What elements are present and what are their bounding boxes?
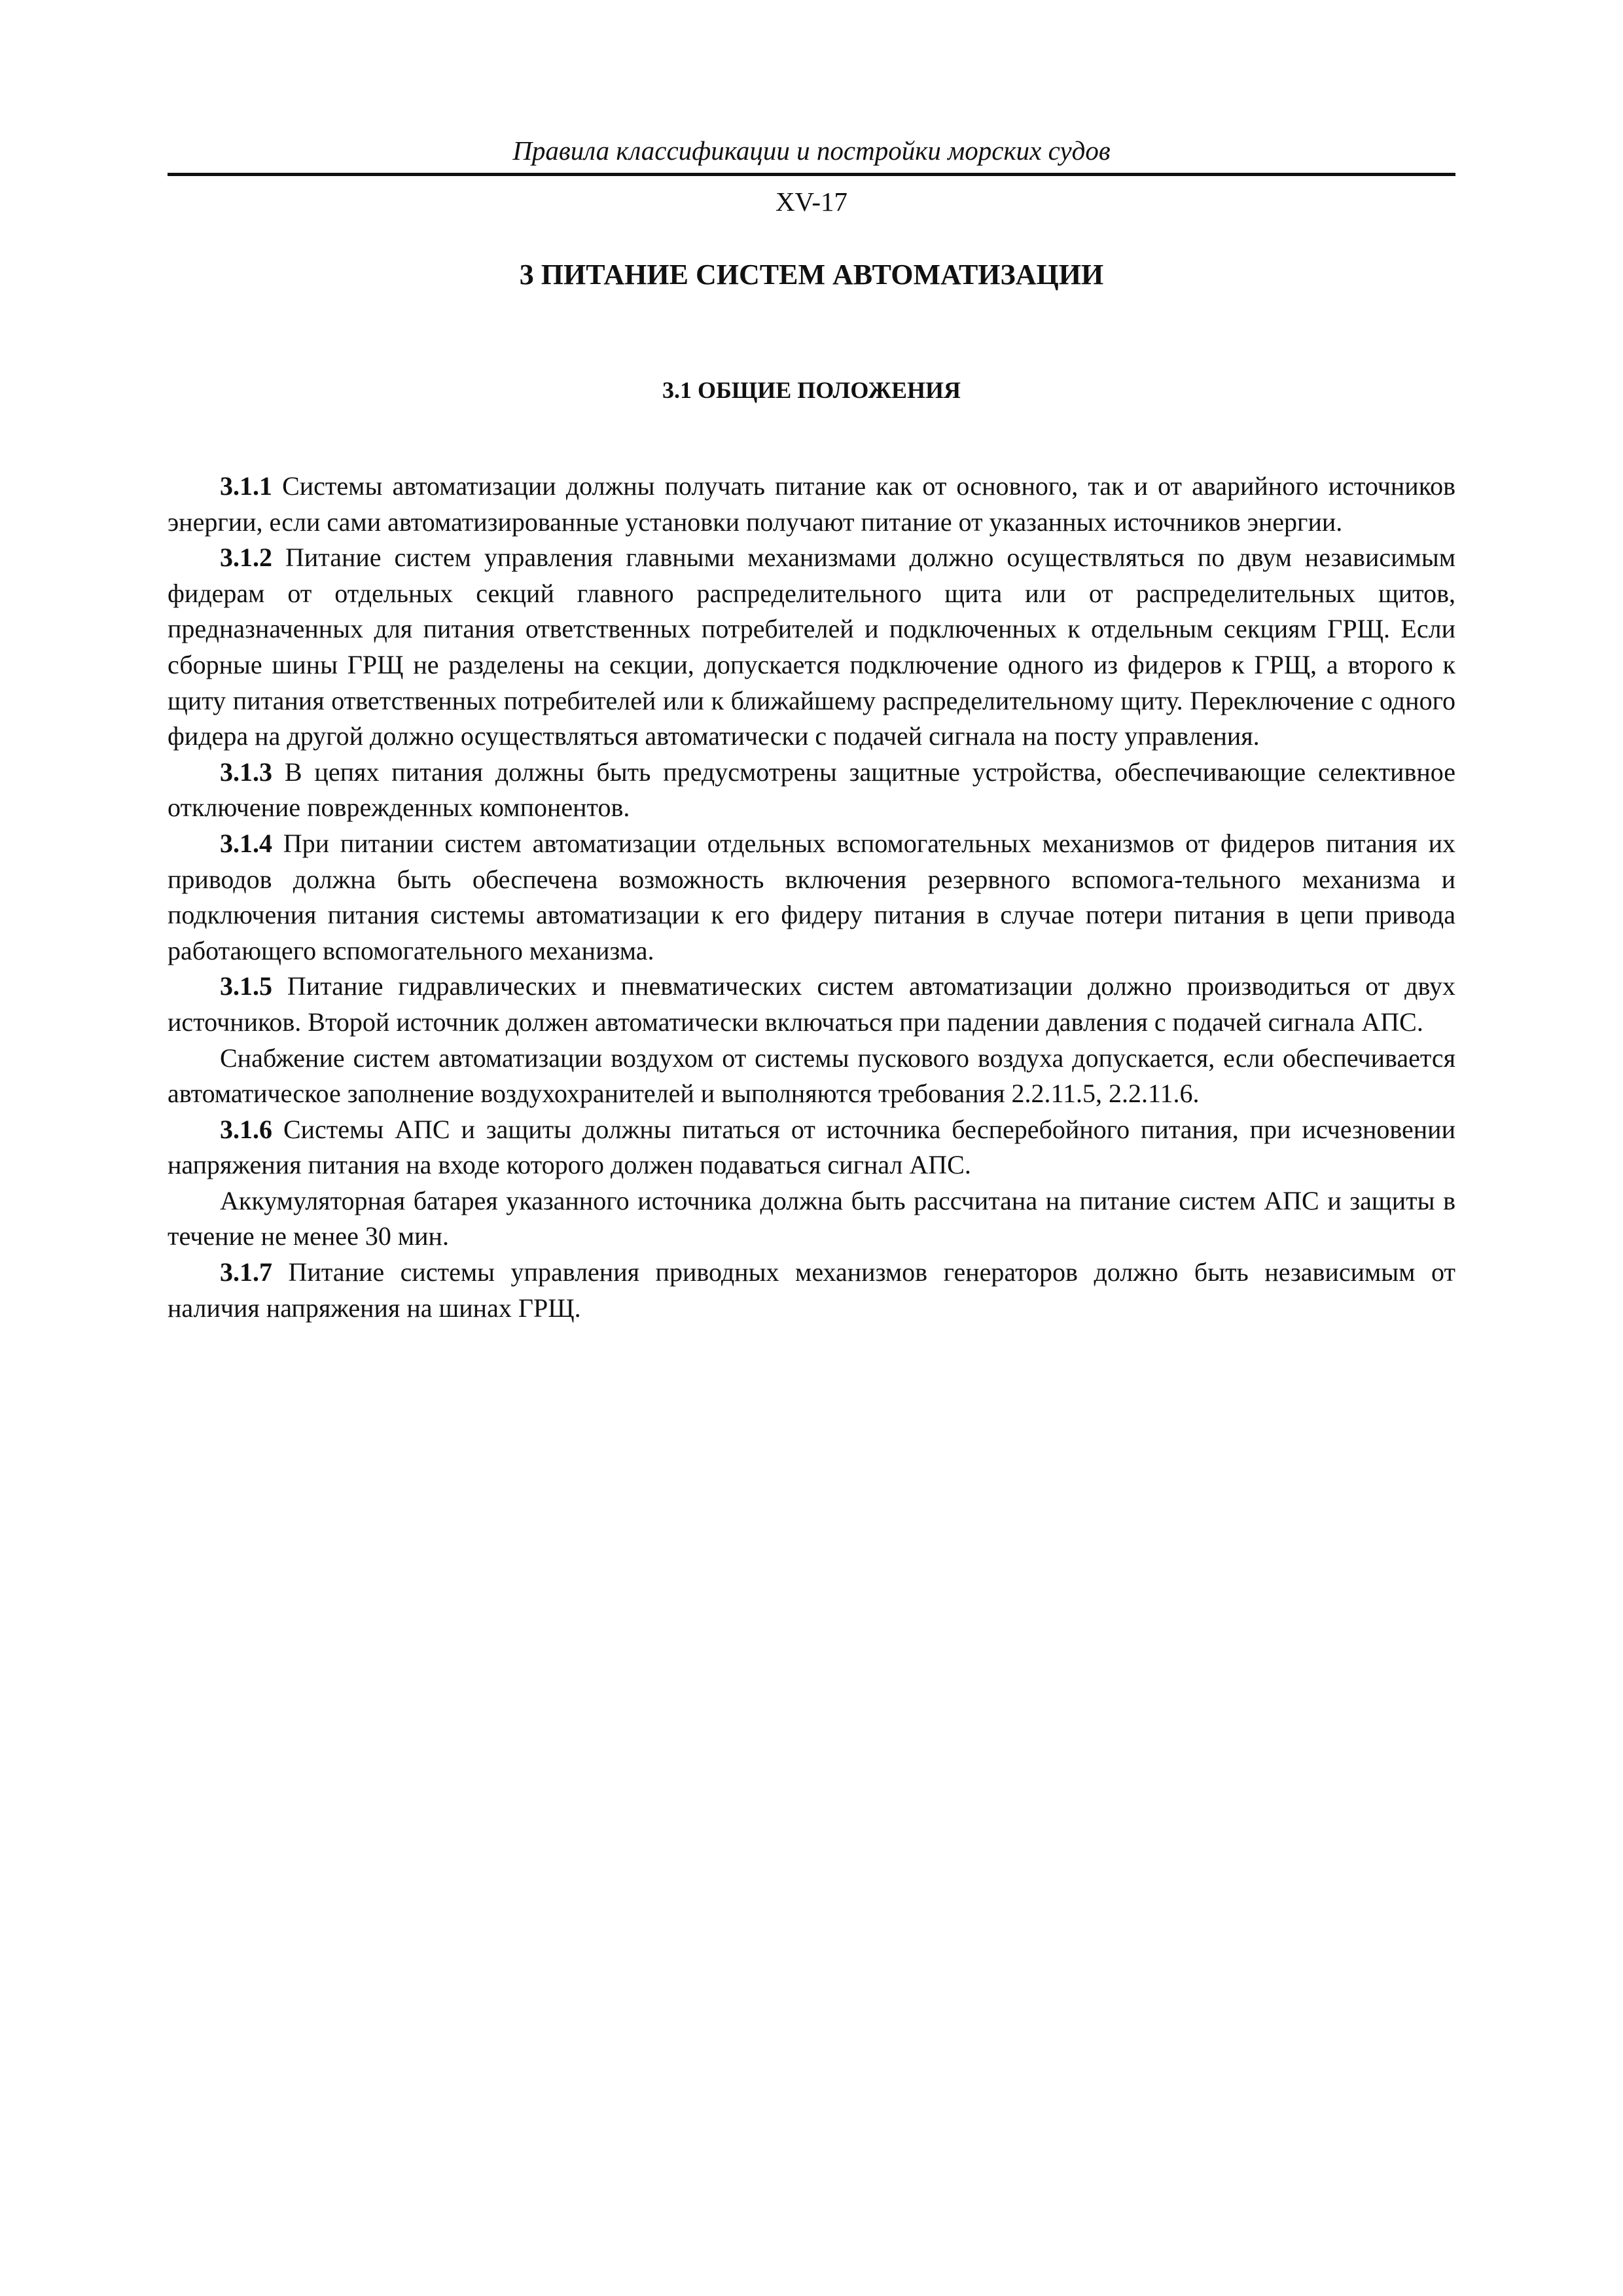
paragraph-text: Аккумуляторная батарея указанного источника должна быть рассчитана на питание систем АПС и защиты в течение не менее 30 мин. <box>168 1185 1455 1251</box>
paragraph-number: 3.1.5 <box>220 971 272 1001</box>
chapter-title: 3 ПИТАНИЕ СИСТЕМ АВТОМАТИЗАЦИИ <box>519 259 1104 291</box>
paragraph-3-1-4 <box>168 826 1455 969</box>
paragraph-3-1-2 <box>168 540 1455 755</box>
paragraph-3-1-3 <box>168 755 1455 826</box>
paragraph-3-1-6 <box>168 1112 1455 1183</box>
paragraph-text: Питание гидравлических и пневматических систем автоматизации должно производиться от двух источников. Второй источник должен автоматически включаться при падении давления с подачей сигнала АПС. <box>168 971 1456 1037</box>
paragraph-3-1-1 <box>168 469 1455 540</box>
paragraph-text: В цепях питания должны быть предусмотрены защитные устройства, обеспечивающие селективное отключение поврежденных компонентов. <box>168 757 1456 823</box>
paragraph-3-1-6-continued <box>168 1183 1455 1255</box>
paragraph-text: Снабжение систем автоматизации воздухом от системы пускового воздуха допускается, если обеспечивается автоматическое заполнение воздухохранителей и выполняются требования 2.2.11.5, 2.2.11.6. <box>168 1043 1455 1109</box>
paragraph-3-1-5-continued <box>168 1041 1455 1112</box>
header-rule <box>168 173 1455 176</box>
paragraph-3-1-5 <box>168 969 1455 1040</box>
paragraph-text: При питании систем автоматизации отдельных вспомогательных механизмов от фидеров питания их приводов должна быть обеспечена возможность включения резервного вспомога-тельного механизма и подключения питания системы автоматизации к его фидеру питания в случае потери питания в цепи привода работающего вспомогательного механизма. <box>168 828 1455 965</box>
paragraph-number: 3.1.6 <box>220 1114 272 1144</box>
paragraph-text: Системы АПС и защиты должны питаться от источника бесперебойного питания, при исчезновении напряжения питания на входе которого должен подаваться сигнал АПС. <box>168 1114 1455 1180</box>
page-number: XV-17 <box>775 187 848 217</box>
paragraph-3-1-7 <box>168 1255 1455 1326</box>
running-header: Правила классификации и постройки морских судов <box>512 135 1111 166</box>
section-title: 3.1 ОБЩИЕ ПОЛОЖЕНИЯ <box>662 377 961 403</box>
paragraph-text: Питание системы управления приводных механизмов генераторов должно быть независимым от наличия напряжения на шинах ГРЩ. <box>168 1257 1455 1323</box>
paragraph-text: Системы автоматизации должны получать питание как от основного, так и от аварийного источников энергии, если сами автоматизированные установки получают питание от указанных источников энергии. <box>168 471 1456 537</box>
paragraph-number: 3.1.7 <box>220 1257 272 1287</box>
paragraph-text: Питание систем управления главными механизмами должно осуществляться по двум независимым фидерам от отдельных секций главного распределительного щита или от распределительных щитов, предназначенных для питания ответственных потребителей и подключенных к отдельным секциям ГРЩ. Если сборные шины ГРЩ не разделены на секции, допускается подключение одного из фидеров к ГРЩ, а второго к щиту питания ответственных потребителей или к ближайшему распределительному щиту. Переключение с одного фидера на другой должно осуществляться автоматически с подачей сигнала на посту управления. <box>168 543 1456 751</box>
paragraph-number: 3.1.1 <box>220 471 272 501</box>
body-text <box>168 469 1455 1326</box>
document-page <box>168 0 1455 2296</box>
paragraph-number: 3.1.4 <box>220 828 272 858</box>
paragraph-number: 3.1.3 <box>220 757 272 787</box>
paragraph-number: 3.1.2 <box>220 543 272 573</box>
